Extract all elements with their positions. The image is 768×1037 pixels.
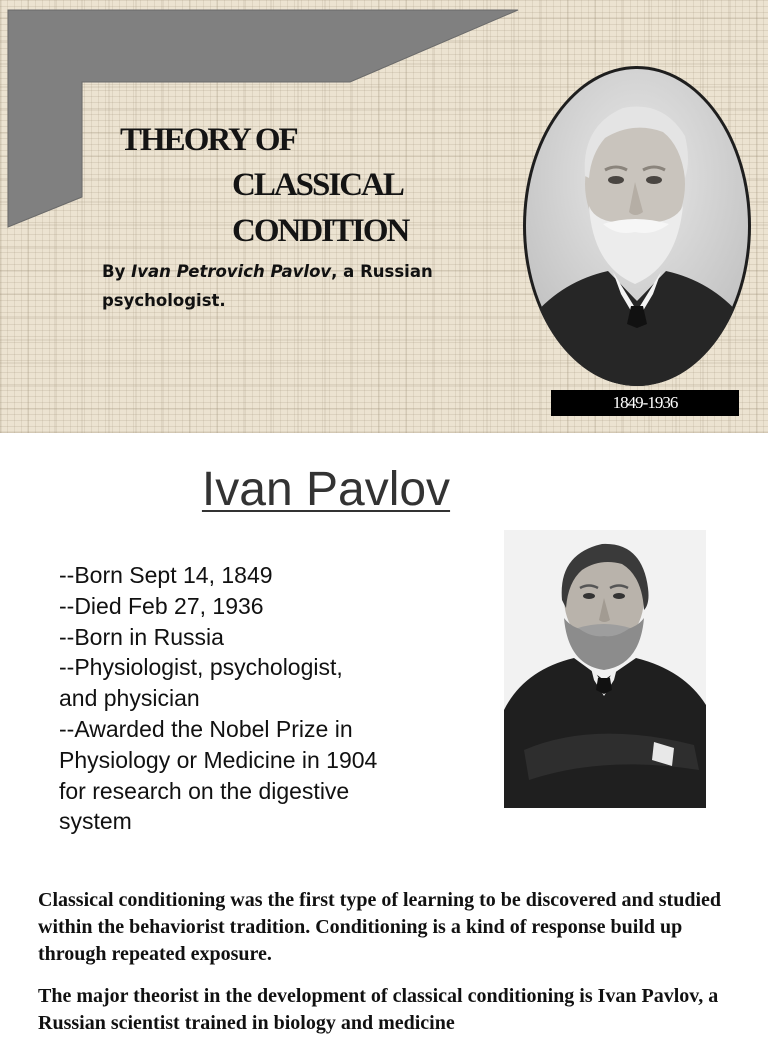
byline	[102, 257, 442, 315]
byline-prefix: By	[102, 262, 132, 281]
fact-line: --Born in Russia	[59, 623, 224, 650]
fact-line: --Awarded the Nobel Prize in	[59, 715, 353, 742]
title-slide	[0, 0, 768, 433]
life-dates-label: 1849-1936	[551, 390, 739, 416]
fact-line: --Died Feb 27, 1936	[59, 592, 264, 619]
fact-line: and physician	[59, 685, 200, 712]
fact-line: --Born Sept 14, 1849	[59, 562, 273, 588]
classical-conditioning-paragraph: Classical conditioning was the first type of learning to be discovered and studied within the behaviorist tradition. Conditioning is a kind of response build up through repeated exposure.	[38, 889, 721, 965]
biography-facts-list	[59, 560, 459, 837]
fact-line: Physiology or Medicine in 1904	[59, 746, 378, 773]
byline-suffix: , a Russian psychologist.	[102, 262, 433, 310]
fact-line: for research on the digestive	[59, 777, 350, 804]
pavlov-heading: Ivan Pavlov	[201, 463, 451, 516]
title-line-2: CLASSICAL	[232, 167, 403, 203]
major-theorist-paragraph: The major theorist in the development of classical conditioning is Ivan Pavlov, a Russian scientist trained in biology and medicine	[38, 985, 719, 1034]
pavlov-oval-portrait	[523, 66, 751, 386]
pavlov-photo	[504, 530, 706, 808]
fact-line: --Physiologist, psychologist,	[59, 654, 343, 681]
title-line-1: THEORY OF	[120, 122, 297, 158]
fact-line: system	[59, 808, 132, 835]
title-line-3: CONDITION	[232, 213, 409, 249]
byline-name: Ivan Petrovich Pavlov	[131, 262, 332, 281]
